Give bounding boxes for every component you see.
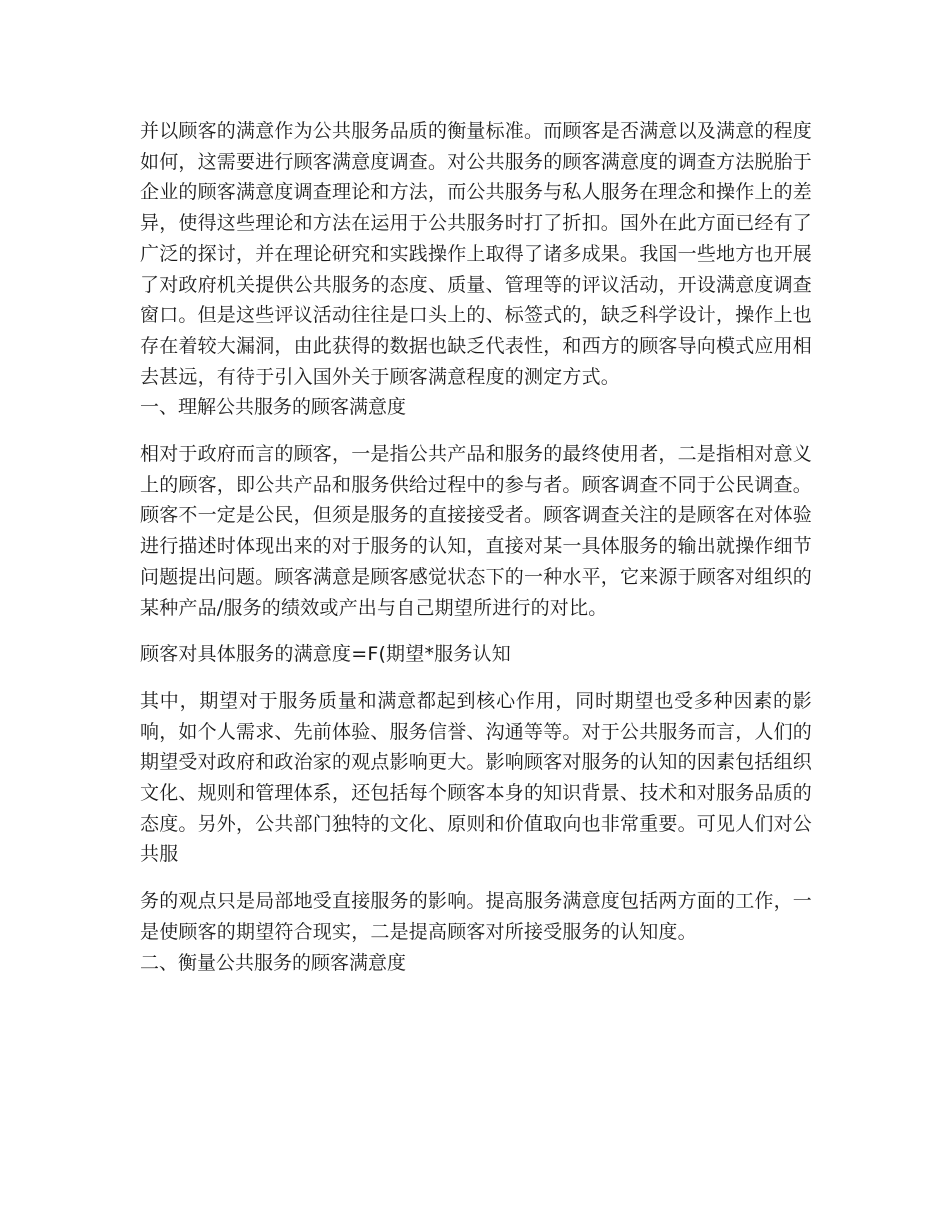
paragraph-continuation: 务的观点只是局部地受直接服务的影响。提高服务满意度包括两方面的工作，一是使顾客的期望符合现实，二是提高顾客对所接受服务的认知度。 <box>140 890 813 943</box>
formula-line: 顾客对具体服务的满意度=F(期望*服务认知 <box>140 643 511 666</box>
document-page <box>140 116 812 978</box>
paragraph-definition: 相对于政府而言的顾客，一是指公共产品和服务的最终使用者，二是指相对意义上的顾客，即公共产品和服务供给过程中的参与者。顾客调查不同于公民调查。顾客不一定是公民，但须是服务的直接接受者。顾客调查关注的是顾客在对体验进行描述时体现出来的对于服务的认知，直接对某一具体服务的输出就操作细节问题提出问题。顾客满意是顾客感觉状态下的一种水平，它来源于顾客对组织的某种产品/服务的绩效或产出与自己期望所进行的对比。 <box>140 443 813 619</box>
section-heading-2: 二、衡量公共服务的顾客满意度 <box>140 951 407 974</box>
section-heading-1: 一、理解公共服务的顾客满意度 <box>140 396 407 419</box>
paragraph-intro: 并以顾客的满意作为公共服务品质的衡量标准。而顾客是否满意以及满意的程度如何，这需要进行顾客满意度调查。对公共服务的顾客满意度的调查方法脱胎于企业的顾客满意度调查理论和方法，而公共服务与私人服务在理念和操作上的差异，使得这些理论和方法在运用于公共服务时打了折扣。国外在此方面已经有了广泛的探讨，并在理论研究和实践操作上取得了诸多成果。我国一些地方也开展了对政府机关提供公共服务的态度、质量、管理等的评议活动，开设满意度调查窗口。但是这些评议活动往往是口头上的、标签式的，缺乏科学设计，操作上也存在着较大漏洞，由此获得的数据也缺乏代表性，和西方的顾客导向模式应用相去甚远，有待于引入国外关于顾客满意程度的测定方式。 <box>140 120 813 388</box>
paragraph-expectation: 其中，期望对于服务质量和满意都起到核心作用，同时期望也受多种因素的影响，如个人需求、先前体验、服务信誉、沟通等等。对于公共服务而言，人们的期望受对政府和政治家的观点影响更大。影响顾客对服务的认知的因素包括组织文化、规则和管理体系，还包括每个顾客本身的知识背景、技术和对服务品质的态度。另外，公共部门独特的文化、原则和价值取向也非常重要。可见人们对公共服 <box>140 689 813 866</box>
